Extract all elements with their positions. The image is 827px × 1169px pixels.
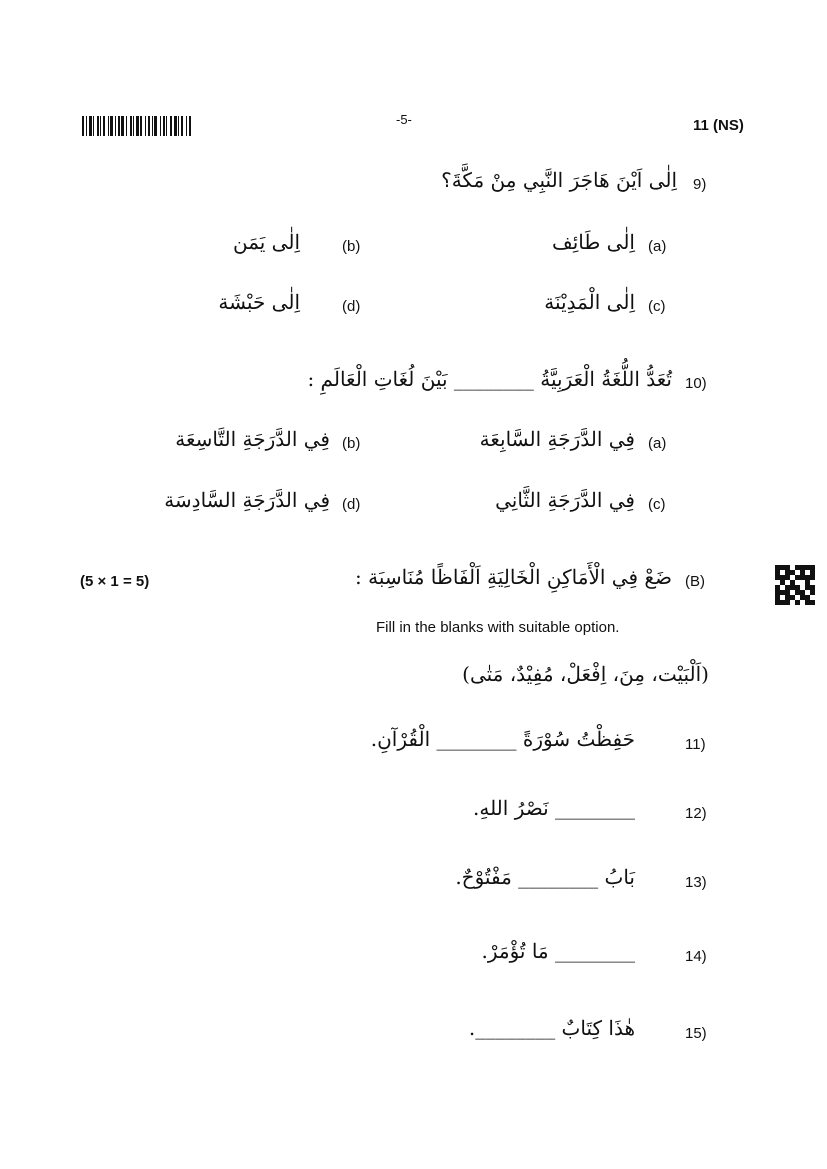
qr-code [775,565,815,605]
section-label: (B) [685,573,705,590]
option-text: فِي الدَّرَجَةِ السَّادِسَة [164,488,330,512]
question-number: 14) [685,948,707,965]
question-number: 11) [685,736,706,753]
option-text: اِلٰى يَمَن [232,230,300,254]
instruction-text: Fill in the blanks with suitable option. [376,619,620,636]
option-label: (b) [342,435,361,452]
option-label: (c) [648,298,666,315]
option-label: (a) [648,238,667,255]
section-title: ضَعْ فِي الْأَمَاكِنِ الْخَالِيَةِ اَلْفَاظًا مُنَاسِبَة : [355,565,672,589]
option-text: اِلٰى الْمَدِيْنَة [544,290,635,314]
word-bank: (اَلْبَيْت، مِنَ، اِفْعَلْ، مُفِيْدٌ، مَتٰى) [462,662,709,686]
option-label: (c) [648,496,666,513]
page-number: -5- [396,112,412,127]
question-text: حَفِظْتُ سُوْرَةً ________ الْقُرْآنِ. [370,727,635,751]
option-text: فِي الدَّرَجَةِ السَّابِعَة [479,427,635,451]
question-text: ________ نَصْرُ اللهِ. [472,796,635,820]
option-label: (a) [648,435,667,452]
question-number: 15) [685,1025,707,1042]
question-text: بَابُ ________ مَفْتُوْحٌ. [455,865,635,889]
option-text: اِلٰى طَائِف [552,230,635,254]
question-text: ________ مَا تُؤْمَرْ. [481,939,635,963]
question-number: 13) [685,874,707,891]
option-text: اِلٰى حَبْشَة [218,290,300,314]
question-text: اِلٰى اَيْنَ هَاجَرَ النَّبِي مِنْ مَكَّةَ؟ [441,168,677,192]
option-label: (b) [342,238,361,255]
option-text: فِي الدَّرَجَةِ التَّاسِعَة [175,427,330,451]
marks-allocation: (5 × 1 = 5) [80,573,150,590]
question-number: 12) [685,805,707,822]
option-text: فِي الدَّرَجَةِ الثَّانِي [495,488,635,512]
question-text: تُعَدُّ اللُّغَةُ الْعَرَبِيَّةُ ________ بَيْنَ لُغَاتِ الْعَالَمِ : [307,367,672,391]
question-text: هٰذَا كِتَابٌ ________. [468,1016,635,1040]
paper-code: 11 (NS) [693,117,744,134]
question-number: 9) [693,176,707,193]
option-label: (d) [342,298,361,315]
option-label: (d) [342,496,361,513]
barcode [82,116,222,136]
question-number: 10) [685,375,707,392]
